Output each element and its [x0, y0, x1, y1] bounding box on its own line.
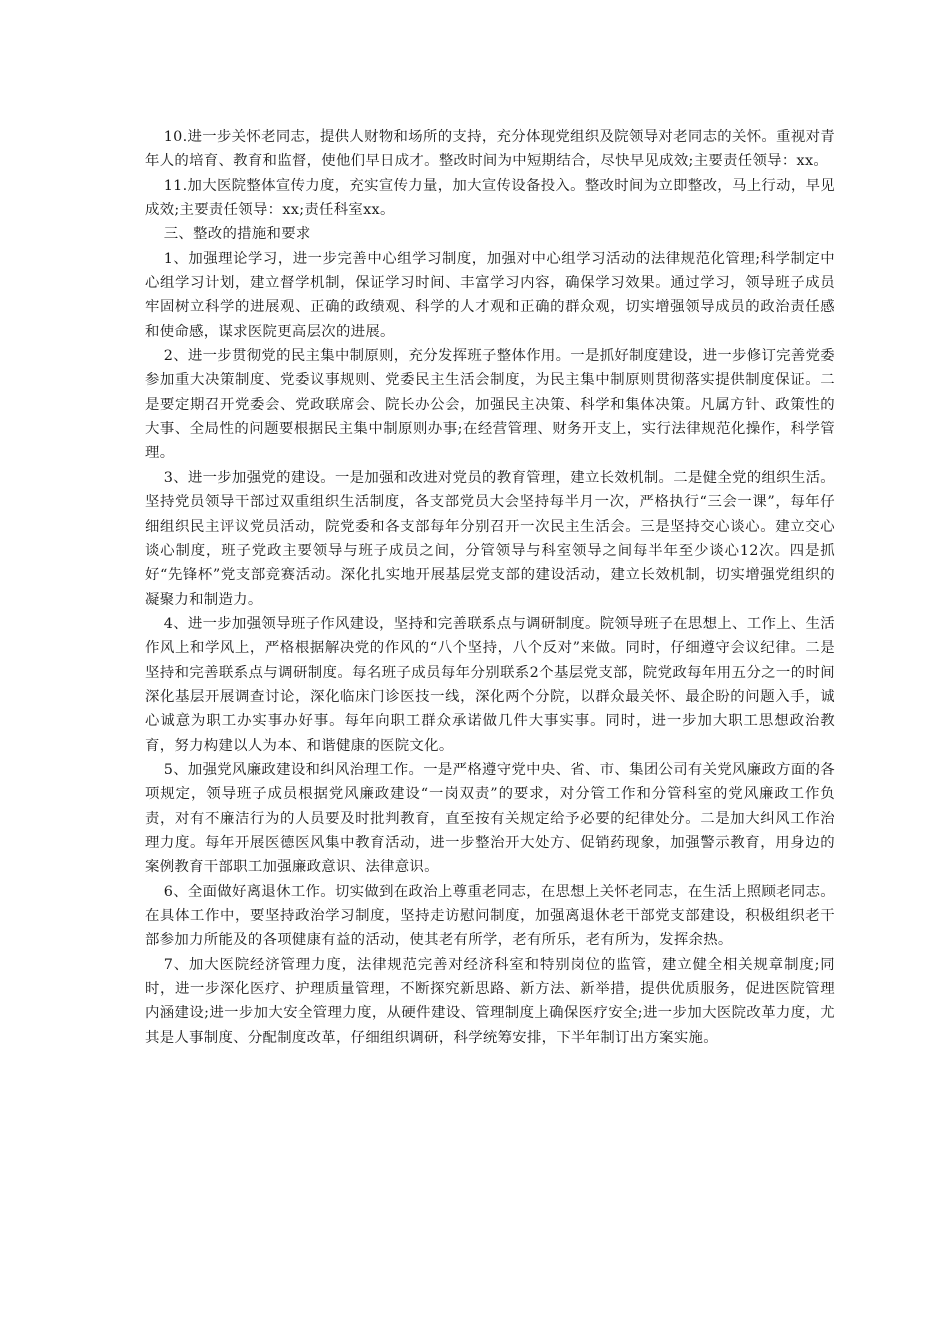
measure-paragraph-3: 3、进一步加强党的建设。一是加强和改进对党员的教育管理，建立长效机制。二是健全党的组织生活。坚持党员领导干部过双重组织生活制度，各支部党员大会坚持每半月一次，严格执行“三会一课”，每年仔细组织民主评议党员活动，院党委和各支部每年分别召开一次民主生活会。三是坚持交心谈心。建立交心谈心制度，班子党政主要领导与班子成员之间，分管领导与科室领导之间每半年至少谈心12次。四是抓好“先锋杯”党支部竞赛活动。深化扎实地开展基层党支部的建设活动，建立长效机制，切实增强党组织的凝聚力和制造力。: [145, 469, 835, 608]
measure-paragraph-4: 4、进一步加强领导班子作风建设，坚持和完善联系点与调研制度。院领导班子在思想上、工作上、生活作风上和学风上，严格根据解决党的作风的“八个坚持，八个反对”来做。同时，仔细遵守会议纪律。二是坚持和完善联系点与调研制度。每名班子成员每年分别联系2个基层党支部，院党政每年用五分之一的时间深化基层开展调查讨论，深化临床门诊医技一线，深化两个分院，以群众最关怀、最企盼的问题入手，诚心诚意为职工办实事办好事。每年向职工群众承诺做几件大事实事。同时，进一步加大职工思想政治教育，努力构建以人为本、和谐健康的医院文化。: [145, 615, 835, 754]
measure-paragraph-6: 6、全面做好离退休工作。切实做到在政治上尊重老同志，在思想上关怀老同志，在生活上照顾老同志。在具体工作中，要坚持政治学习制度，坚持走访慰问制度，加强离退休老干部党支部建设，积极组织老干部参加力所能及的各项健康有益的活动，使其老有所学，老有所乐，老有所为，发挥余热。: [145, 883, 835, 949]
section-heading: 三、整改的措施和要求: [163, 226, 311, 243]
measure-paragraph-5: 5、加强党风廉政建设和纠风治理工作。一是严格遵守党中央、省、市、集团公司有关党风廉政方面的各项规定，领导班子成员根据党风廉政建设“一岗双责”的要求，对分管工作和分管科室的党风廉政工作负责，对有不廉洁行为的人员要及时批判教育，直至按有关规定给予必要的纪律处分。二是加大纠风工作治理力度。每年开展医德医风集中教育活动，进一步整治开大处方、促销药现象，加强警示教育，用身边的案例教育干部职工加强廉政意识、法律意识。: [145, 761, 835, 876]
paragraph-item-11: 11.加大医院整体宣传力度，充实宣传力量，加大宣传设备投入。整改时间为立即整改，马上行动，早见成效;主要责任领导：xx;责任科室xx。: [145, 177, 835, 219]
measure-paragraph-1: 1、加强理论学习，进一步完善中心组学习制度，加强对中心组学习活动的法律规范化管理;科学制定中心组学习计划，建立督学机制，保证学习时间、丰富学习内容，确保学习效果。通过学习，领导班子成员牢固树立科学的进展观、正确的政绩观、科学的人才观和正确的群众观，切实增强领导成员的政治责任感和使命感，谋求医院更高层次的进展。: [145, 250, 835, 340]
document-page: [145, 125, 835, 1050]
measure-paragraph-7: 7、加大医院经济管理力度，法律规范完善对经济科室和特别岗位的监管，建立健全相关规章制度;同时，进一步深化医疗、护理质量管理，不断探究新思路、新方法、新举措，提供优质服务，促进医院管理内涵建设;进一步加大安全管理力度，从硬件建设、管理制度上确保医疗安全;进一步加大医院改革力度，尤其是人事制度、分配制度改革，仔细组织调研，科学统筹安排，下半年制订出方案实施。: [145, 956, 835, 1046]
paragraph-item-10: 10.进一步关怀老同志，提供人财物和场所的支持，充分体现党组织及院领导对老同志的关怀。重视对青年人的培育、教育和监督，使他们早日成才。整改时间为中短期结合，尽快早见成效;主要责任领导：xx。: [145, 129, 835, 170]
measure-paragraph-2: 2、进一步贯彻党的民主集中制原则，充分发挥班子整体作用。一是抓好制度建设，进一步修订完善党委参加重大决策制度、党委议事规则、党委民主生活会制度，为民主集中制原则贯彻落实提供制度保证。二是要定期召开党委会、党政联席会、院长办公会，加强民主决策、科学和集体决策。凡属方针、政策性的大事、全局性的问题要根据民主集中制原则办事;在经营管理、财务开支上，实行法律规范化操作，科学管理。: [145, 348, 835, 462]
